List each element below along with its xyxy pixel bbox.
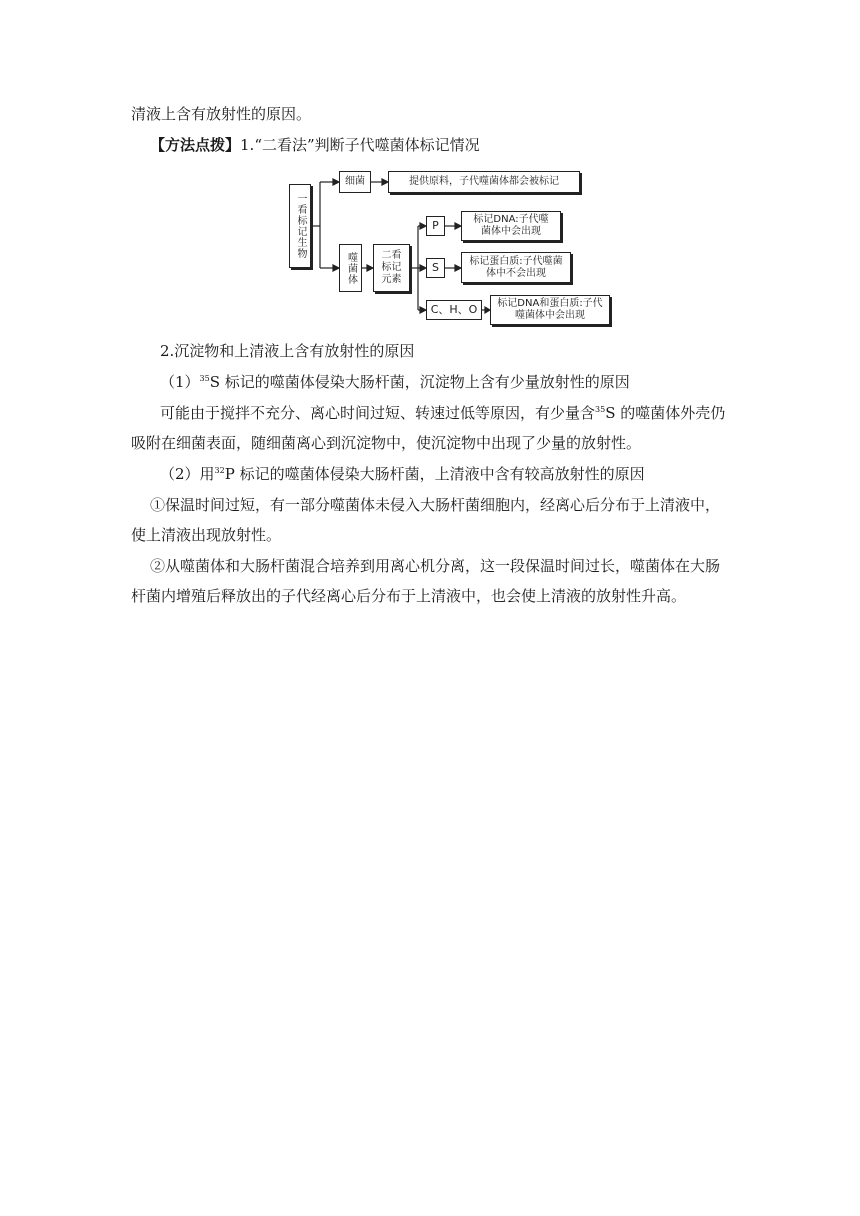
intro-line: 清液上含有放射性的原因。 bbox=[131, 105, 312, 123]
second-look-label: 二看标记元素 bbox=[381, 250, 402, 285]
root-box: 一看标记生物 bbox=[289, 184, 311, 268]
result-p-label: 标记DNA:子代噬菌体中会出现 bbox=[473, 214, 549, 237]
isotope-35-mass: 35 bbox=[199, 374, 210, 383]
method-heading-text: 1.“二看法”判断子代噬菌体标记情况 bbox=[240, 136, 480, 154]
bacteria-result-box: 提供原料，子代噬菌体都会被标记 bbox=[388, 171, 580, 193]
reason2-line1: ②从噬菌体和大肠杆菌混合培养到用离心机分离，这一段保温时间过长，噬菌体在大肠 bbox=[150, 557, 721, 575]
item1-body-line1: 可能由于搅拌不充分、离心时间过短、转速过低等原因，有少量含$^{35}$S 的噬菌体外壳仍 bbox=[160, 404, 726, 422]
reason2-line2: 杆菌内增殖后释放出的子代经离心后分布于上清液中，也会使上清液的放射性升高。 bbox=[131, 587, 687, 605]
result-cho-box bbox=[490, 295, 610, 325]
element-p-box: P bbox=[426, 216, 445, 236]
diagram-connectors bbox=[0, 0, 860, 340]
result-s-label: 标记蛋白质:子代噬菌体中不会出现 bbox=[469, 255, 563, 279]
result-s-box bbox=[461, 252, 571, 283]
item1-body-line2: 吸附在细菌表面，随细菌离心到沉淀物中，使沉淀物中出现了少量的放射性。 bbox=[131, 434, 642, 452]
element-s-box: S bbox=[426, 258, 445, 278]
isotope-35-mass-inline: 35 bbox=[595, 405, 606, 414]
item1-heading: $(1)^{35}S$ 标记的噬菌体侵染大肠杆菌，沉淀物上含有少量放射性的原因 bbox=[160, 373, 630, 391]
bacteria-box: 细菌 bbox=[339, 171, 371, 193]
reason1-line2: 使上清液出现放射性。 bbox=[131, 526, 282, 544]
reason1-line1: ①保温时间过短，有一部分噬菌体未侵入大肠杆菌细胞内，经离心后分布于上清液中， bbox=[150, 496, 721, 514]
element-cho-box: C、H、O bbox=[426, 300, 482, 320]
item2-heading: （2）用$^{32}$P 标记的噬菌体侵染大肠杆菌，上清液中含有较高放射性的原因 bbox=[160, 465, 645, 483]
phage-box: 噬菌体 bbox=[339, 244, 362, 292]
second-look-box bbox=[373, 244, 410, 292]
result-cho-label: 标记DNA和蛋白质:子代噬菌体中会出现 bbox=[497, 298, 603, 321]
result-p-box bbox=[461, 211, 561, 241]
phage-labeling-diagram bbox=[0, 0, 860, 340]
isotope-32-mass: 32 bbox=[214, 466, 225, 475]
section2-heading: 2.沉淀物和上清液上含有放射性的原因 bbox=[160, 342, 415, 360]
method-bracket-label: 【方法点拨】 bbox=[150, 136, 241, 154]
